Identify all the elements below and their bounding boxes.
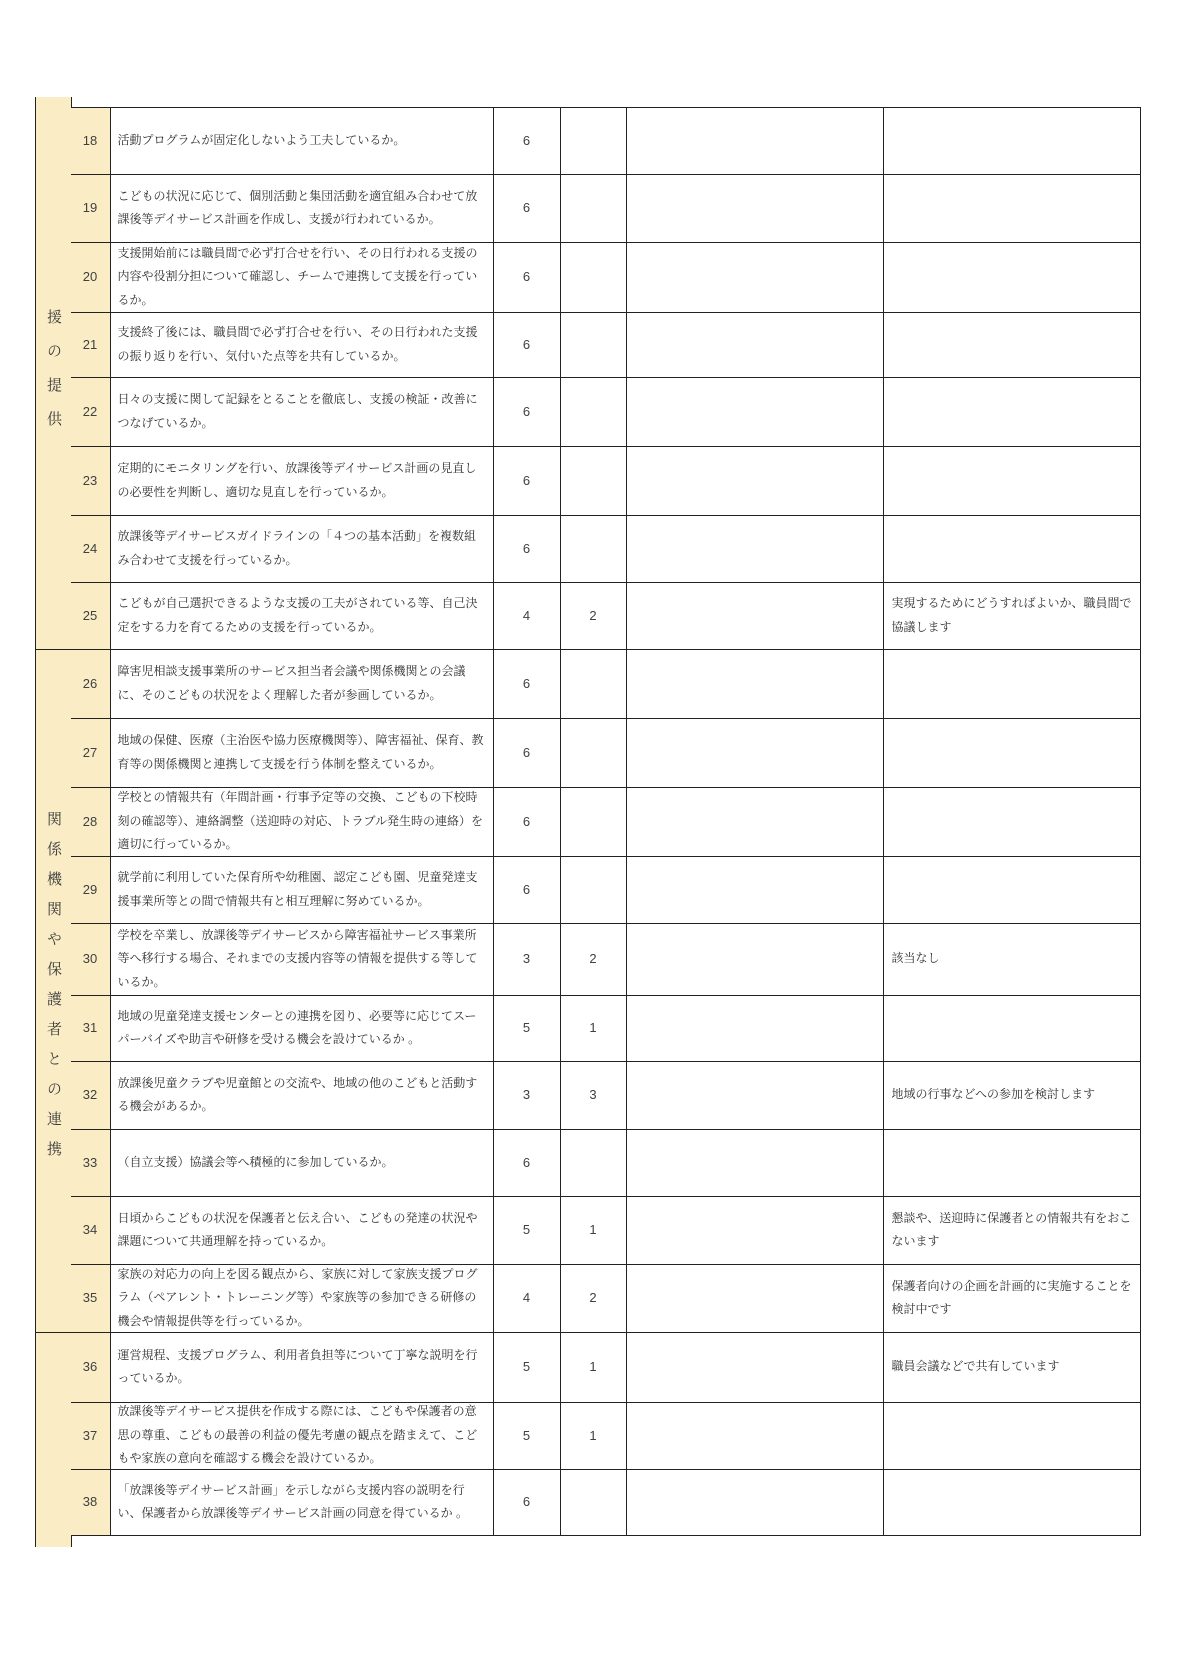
count-cell-a: 4	[494, 583, 561, 650]
question-cell: 支援開始前には職員間で必ず打合せを行い、その日行われる支援の内容や役割分担について確認し、チームで連携して支援を行っているか。	[111, 243, 494, 313]
count-cell-b: 1	[561, 1197, 627, 1265]
count-cell-c	[627, 447, 884, 516]
count-cell-c	[627, 996, 884, 1062]
count-cell-a: 5	[494, 996, 561, 1062]
comment-cell	[884, 313, 1141, 378]
count-cell-b	[561, 516, 627, 583]
count-cell-a: 5	[494, 1403, 561, 1470]
count-cell-c	[627, 378, 884, 447]
row-number-cell: 27	[71, 719, 111, 788]
comment-cell	[884, 1403, 1141, 1470]
comment-cell	[884, 447, 1141, 516]
question-cell: 地域の児童発達支援センターとの連携を図り、必要等に応じてスーパーバイズや助言や研修を受ける機会を設けているか 。	[111, 996, 494, 1062]
count-cell-b	[561, 1470, 627, 1536]
count-cell-b: 1	[561, 1403, 627, 1470]
table-row	[71, 857, 1141, 924]
question-cell: 運営規程、支援プログラム、利用者負担等について丁寧な説明を行っているか。	[111, 1333, 494, 1403]
count-cell-a: 3	[494, 924, 561, 996]
count-cell-c	[627, 516, 884, 583]
count-cell-c	[627, 788, 884, 857]
count-cell-a: 6	[494, 108, 561, 175]
count-cell-a: 6	[494, 1130, 561, 1197]
table-row	[71, 924, 1141, 996]
comment-cell	[884, 108, 1141, 175]
count-cell-c	[627, 1197, 884, 1265]
comment-cell	[884, 788, 1141, 857]
count-cell-c	[627, 583, 884, 650]
comment-cell: 職員会議などで共有しています	[884, 1333, 1141, 1403]
comment-cell	[884, 857, 1141, 924]
comment-cell	[884, 996, 1141, 1062]
question-cell: こどもの状況に応じて、個別活動と集団活動を適宜組み合わせて放課後等デイサービス計画を作成し、支援が行われているか。	[111, 175, 494, 243]
row-number-cell: 18	[71, 108, 111, 175]
category-section-support-provision	[36, 97, 71, 650]
comment-cell	[884, 1470, 1141, 1536]
table-row	[71, 1062, 1141, 1130]
question-cell: 障害児相談支援事業所のサービス担当者会議や関係機関との会議に、そのこどもの状況をよく理解した者が参画しているか。	[111, 650, 494, 719]
count-cell-b: 2	[561, 583, 627, 650]
question-cell: 「放課後等デイサービス計画」を示しながら支援内容の説明を行い、保護者から放課後等デイサービス計画の同意を得ているか 。	[111, 1470, 494, 1536]
question-cell: 就学前に利用していた保育所や幼稚園、認定こども園、児童発達支援事業所等との間で情報共有と相互理解に努めているか。	[111, 857, 494, 924]
count-cell-a: 6	[494, 378, 561, 447]
count-cell-b: 1	[561, 996, 627, 1062]
count-cell-b	[561, 788, 627, 857]
category-label: 援の提供	[45, 309, 62, 445]
question-cell: 放課後児童クラブや児童館との交流や、地域の他のこどもと活動する機会があるか。	[111, 1062, 494, 1130]
count-cell-a: 6	[494, 243, 561, 313]
table-row	[71, 1470, 1141, 1536]
count-cell-b	[561, 243, 627, 313]
row-number-cell: 19	[71, 175, 111, 243]
table-row	[71, 996, 1141, 1062]
comment-cell	[884, 175, 1141, 243]
row-number-cell: 32	[71, 1062, 111, 1130]
count-cell-a: 6	[494, 788, 561, 857]
question-cell: 学校との情報共有（年間計画・行事予定等の交換、こどもの下校時刻の確認等）、連絡調整（送迎時の対応、トラブル発生時の連絡）を適切に行っているか。	[111, 788, 494, 857]
row-number-cell: 24	[71, 516, 111, 583]
row-number-cell: 38	[71, 1470, 111, 1536]
comment-cell	[884, 650, 1141, 719]
question-cell: 放課後等デイサービス提供を作成する際には、こどもや保護者の意思の尊重、こどもの最善の利益の優先考慮の観点を踏まえて、こどもや家族の意向を確認する機会を設けているか。	[111, 1403, 494, 1470]
count-cell-b	[561, 378, 627, 447]
count-cell-b	[561, 1130, 627, 1197]
count-cell-a: 4	[494, 1265, 561, 1333]
comment-cell	[884, 516, 1141, 583]
count-cell-a: 6	[494, 1470, 561, 1536]
table-row	[71, 1333, 1141, 1403]
comment-cell	[884, 719, 1141, 788]
comment-cell: 実現するためにどうすればよいか、職員間で協議します	[884, 583, 1141, 650]
comment-cell: 該当なし	[884, 924, 1141, 996]
table-row	[71, 719, 1141, 788]
count-cell-b	[561, 857, 627, 924]
table-row	[71, 1265, 1141, 1333]
count-cell-b: 3	[561, 1062, 627, 1130]
comment-cell	[884, 378, 1141, 447]
table-row	[71, 378, 1141, 447]
table-row	[71, 583, 1141, 650]
count-cell-c	[627, 1130, 884, 1197]
evaluation-table	[71, 107, 1141, 1536]
row-number-cell: 37	[71, 1403, 111, 1470]
row-number-cell: 35	[71, 1265, 111, 1333]
row-number-cell: 21	[71, 313, 111, 378]
row-number-cell: 34	[71, 1197, 111, 1265]
count-cell-a: 6	[494, 650, 561, 719]
question-cell: （自立支援）協議会等へ積極的に参加しているか。	[111, 1130, 494, 1197]
comment-cell: 地域の行事などへの参加を検討します	[884, 1062, 1141, 1130]
comment-cell: 懇談や、送迎時に保護者との情報共有をおこないます	[884, 1197, 1141, 1265]
question-cell: 活動プログラムが固定化しないよう工夫しているか。	[111, 108, 494, 175]
row-number-cell: 36	[71, 1333, 111, 1403]
category-section-collaboration	[36, 650, 71, 1333]
question-cell: 家族の対応力の向上を図る観点から、家族に対して家族支援プログラム（ペアレント・トレーニング等）や家族等の参加できる研修の機会や情報提供等を行っているか。	[111, 1265, 494, 1333]
count-cell-b	[561, 447, 627, 516]
count-cell-b: 2	[561, 924, 627, 996]
row-number-cell: 33	[71, 1130, 111, 1197]
count-cell-b: 1	[561, 1333, 627, 1403]
row-number-cell: 26	[71, 650, 111, 719]
row-number-cell: 23	[71, 447, 111, 516]
row-number-cell: 30	[71, 924, 111, 996]
table-row	[71, 516, 1141, 583]
question-cell: 日々の支援に関して記録をとることを徹底し、支援の検証・改善につなげているか。	[111, 378, 494, 447]
question-cell: 地域の保健、医療（主治医や協力医療機関等）、障害福祉、保育、教育等の関係機関と連携して支援を行う体制を整えているか。	[111, 719, 494, 788]
question-cell: 支援終了後には、職員間で必ず打合せを行い、その日行われた支援の振り返りを行い、気付いた点等を共有しているか。	[111, 313, 494, 378]
table-row	[71, 447, 1141, 516]
row-number-cell: 20	[71, 243, 111, 313]
count-cell-c	[627, 1403, 884, 1470]
row-number-cell: 28	[71, 788, 111, 857]
count-cell-b	[561, 313, 627, 378]
count-cell-b	[561, 175, 627, 243]
question-cell: こどもが自己選択できるような支援の工夫がされている等、自己決定をする力を育てるための支援を行っているか。	[111, 583, 494, 650]
count-cell-c	[627, 1333, 884, 1403]
table-row	[71, 1130, 1141, 1197]
count-cell-a: 3	[494, 1062, 561, 1130]
table-row	[71, 175, 1141, 243]
category-label: 関係機関や保護者との連携	[45, 811, 62, 1171]
table-row	[71, 1197, 1141, 1265]
category-column	[35, 97, 72, 1547]
row-number-cell: 22	[71, 378, 111, 447]
count-cell-a: 6	[494, 447, 561, 516]
table-row	[71, 650, 1141, 719]
question-cell: 放課後等デイサービスガイドラインの「４つの基本活動」を複数組み合わせて支援を行っているか。	[111, 516, 494, 583]
count-cell-a: 5	[494, 1197, 561, 1265]
category-section-explanation	[36, 1333, 71, 1547]
count-cell-a: 6	[494, 857, 561, 924]
table-row	[71, 1403, 1141, 1470]
count-cell-b	[561, 650, 627, 719]
count-cell-a: 6	[494, 175, 561, 243]
row-number-cell: 31	[71, 996, 111, 1062]
count-cell-c	[627, 108, 884, 175]
row-number-cell: 25	[71, 583, 111, 650]
count-cell-c	[627, 924, 884, 996]
count-cell-c	[627, 313, 884, 378]
count-cell-c	[627, 175, 884, 243]
count-cell-b	[561, 719, 627, 788]
count-cell-a: 6	[494, 313, 561, 378]
count-cell-a: 5	[494, 1333, 561, 1403]
count-cell-c	[627, 1265, 884, 1333]
table-row	[71, 108, 1141, 175]
count-cell-a: 6	[494, 516, 561, 583]
count-cell-c	[627, 857, 884, 924]
count-cell-a: 6	[494, 719, 561, 788]
count-cell-c	[627, 243, 884, 313]
count-cell-c	[627, 1062, 884, 1130]
comment-cell	[884, 243, 1141, 313]
question-cell: 定期的にモニタリングを行い、放課後等デイサービス計画の見直しの必要性を判断し、適切な見直しを行っているか。	[111, 447, 494, 516]
count-cell-b: 2	[561, 1265, 627, 1333]
table-row	[71, 243, 1141, 313]
count-cell-c	[627, 719, 884, 788]
table-row	[71, 313, 1141, 378]
count-cell-c	[627, 650, 884, 719]
question-cell: 学校を卒業し、放課後等デイサービスから障害福祉サービス事業所等へ移行する場合、それまでの支援内容等の情報を提供する等しているか。	[111, 924, 494, 996]
comment-cell: 保護者向けの企画を計画的に実施することを検討中です	[884, 1265, 1141, 1333]
count-cell-c	[627, 1470, 884, 1536]
comment-cell	[884, 1130, 1141, 1197]
question-cell: 日頃からこどもの状況を保護者と伝え合い、こどもの発達の状況や課題について共通理解を持っているか。	[111, 1197, 494, 1265]
count-cell-b	[561, 108, 627, 175]
table-row	[71, 788, 1141, 857]
row-number-cell: 29	[71, 857, 111, 924]
